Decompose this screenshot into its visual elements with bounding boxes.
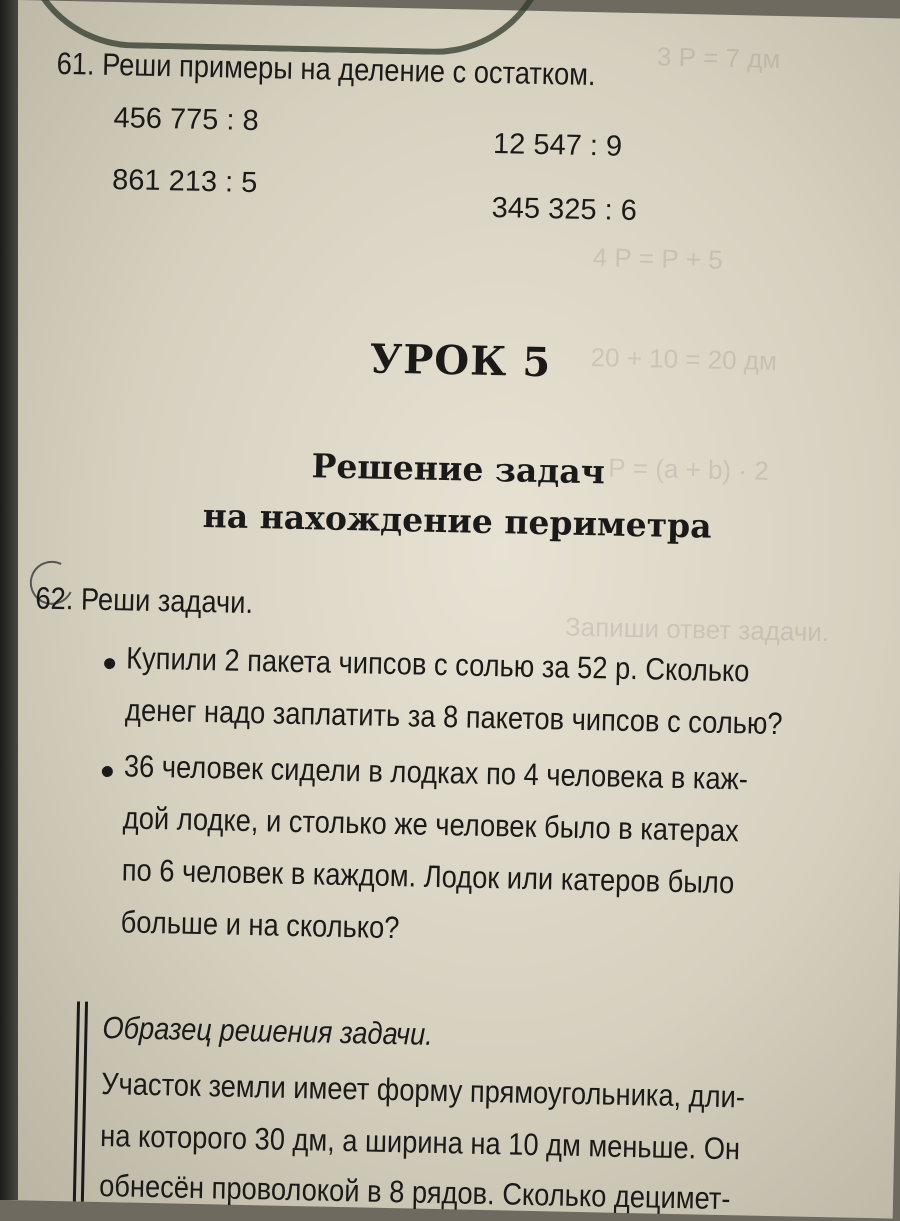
problem-2-line: 36 человек сидели в лодках по 4 человека в каж-: [123, 748, 749, 797]
lesson-title-line1: Решение задач: [311, 446, 606, 492]
exercise-62-header: [35, 581, 253, 622]
problem-1-line: Купили 2 пакета чипсов с солью за 52 р. Сколько: [125, 640, 750, 689]
exercise-instruction: Реши задачи.: [80, 581, 254, 621]
sample-left-rule: [73, 1001, 80, 1201]
sample-heading: Образец решения задачи.: [102, 1009, 434, 1052]
exercise-61-header: [56, 46, 596, 93]
sample-left-rule: [81, 1002, 88, 1202]
bleed-through-text: 3 Р = 7 дм: [656, 41, 781, 74]
lesson-title-line2: на нахождение периметра: [202, 495, 713, 546]
sample-line: Участок земли имеет форму прямоугольника, дли-: [100, 1065, 746, 1115]
problem-2-line: больше и на сколько?: [120, 904, 400, 946]
sample-line: обнесён проволокой в 8 рядов. Сколько децимет-: [98, 1167, 731, 1217]
example-3: 861 213 : 5: [111, 164, 258, 200]
book-edge-shadow: [0, 0, 18, 1200]
sample-line: на которого 30 дм, а ширина на 10 дм меньше. Он: [99, 1117, 741, 1167]
bleed-through-text: 4 Р = Р + 5: [592, 242, 724, 275]
example-2: 12 547 : 9: [492, 127, 623, 163]
exercise-instruction: Реши примеры на деление с остатком.: [101, 46, 596, 93]
example-1: 456 775 : 8: [113, 102, 259, 138]
exercise-number: 61.: [56, 45, 95, 82]
bleed-through-text: Р = (а + b) · 2: [608, 452, 770, 486]
bleed-through-text: 20 + 10 = 20 дм: [590, 342, 778, 376]
bullet-icon: [104, 658, 115, 669]
bleed-through-text: Запиши ответ задачи.: [564, 611, 830, 648]
problem-2-line: по 6 человек в каждом. Лодок или катеров было: [121, 852, 735, 901]
problem-1-line: денег надо заплатить за 8 пакетов чипсов с солью?: [124, 692, 783, 742]
exercise-number: 62.: [35, 580, 74, 617]
bullet-icon: [102, 766, 113, 777]
example-4: 345 325 : 6: [491, 191, 638, 228]
lesson-label: УРОК 5: [369, 335, 552, 387]
problem-2-line: дой лодке, и столько же человек было в катерах: [122, 800, 740, 849]
